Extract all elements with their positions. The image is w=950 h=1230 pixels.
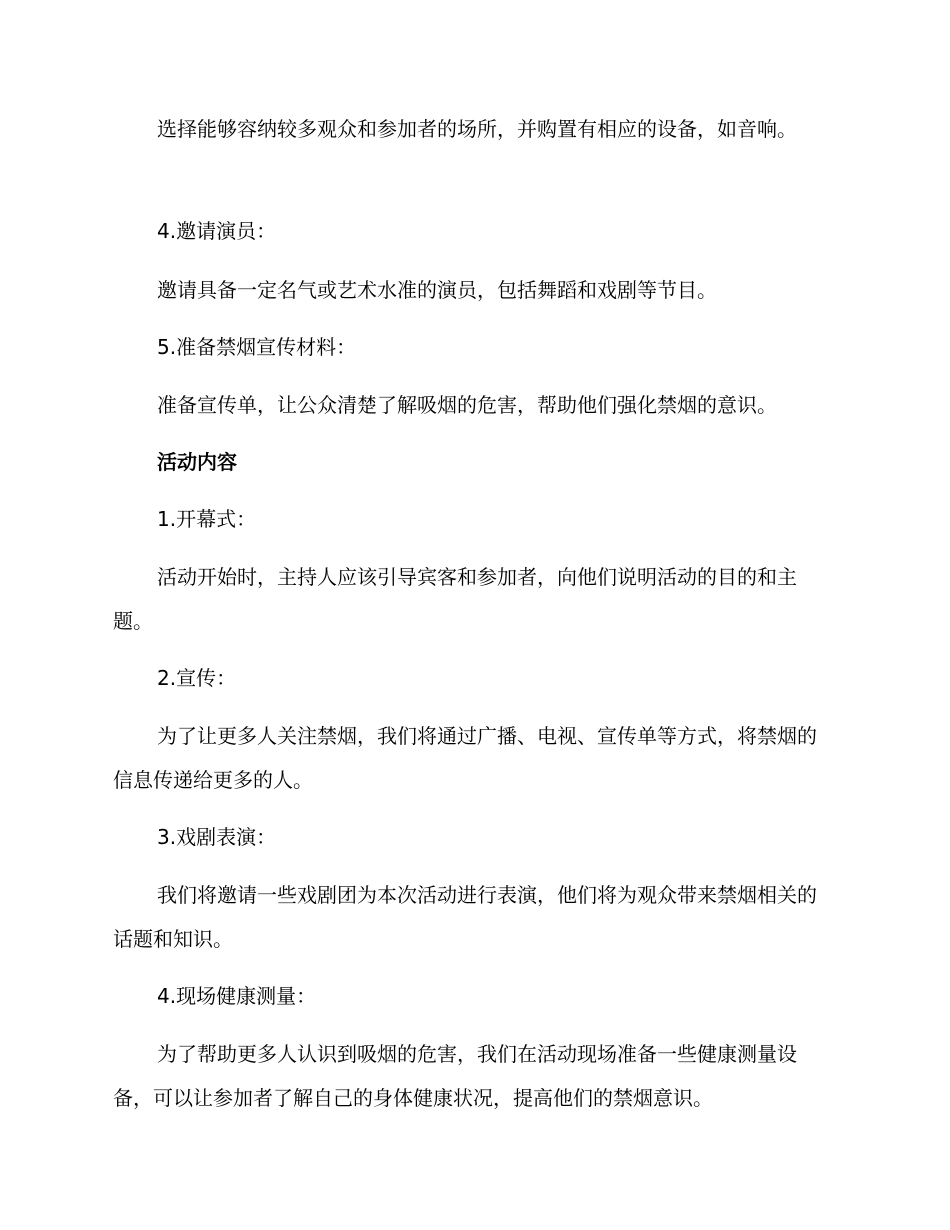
paragraph-drama-body: 我们将邀请一些戏剧团为本次活动进行表演，他们将为观众带来禁烟相关的话题和知识。	[113, 883, 817, 951]
item-drama-performance: 3.戏剧表演：	[157, 825, 277, 849]
paragraph-performers-body: 邀请具备一定名气或艺术水准的演员，包括舞蹈和戏剧等节目。	[157, 278, 717, 302]
paragraph-opening-body: 活动开始时，主持人应该引导宾客和参加者，向他们说明活动的目的和主题。	[113, 565, 797, 633]
paragraph-publicity-body: 为了让更多人关注禁烟，我们将通过广播、电视、宣传单等方式，将禁烟的信息传递给更多的人。	[113, 724, 817, 792]
item-publicity: 2.宣传：	[157, 666, 237, 690]
paragraph-health-body: 为了帮助更多人认识到吸烟的危害，我们在活动现场准备一些健康测量设备，可以让参加者了解自己的身体健康状况，提高他们的禁烟意识。	[113, 1042, 797, 1110]
section-heading-activity-content: 活动内容	[157, 450, 237, 474]
item-prepare-materials: 5.准备禁烟宣传材料：	[157, 335, 357, 359]
item-invite-performers: 4.邀请演员：	[157, 219, 277, 243]
paragraph-materials-body: 准备宣传单，让公众清楚了解吸烟的危害，帮助他们强化禁烟的意识。	[157, 393, 777, 417]
paragraph-venue-body: 选择能够容纳较多观众和参加者的场所，并购置有相应的设备，如音响。	[157, 117, 797, 141]
item-opening-ceremony: 1.开幕式：	[157, 507, 257, 531]
item-health-measurement: 4.现场健康测量：	[157, 984, 317, 1008]
